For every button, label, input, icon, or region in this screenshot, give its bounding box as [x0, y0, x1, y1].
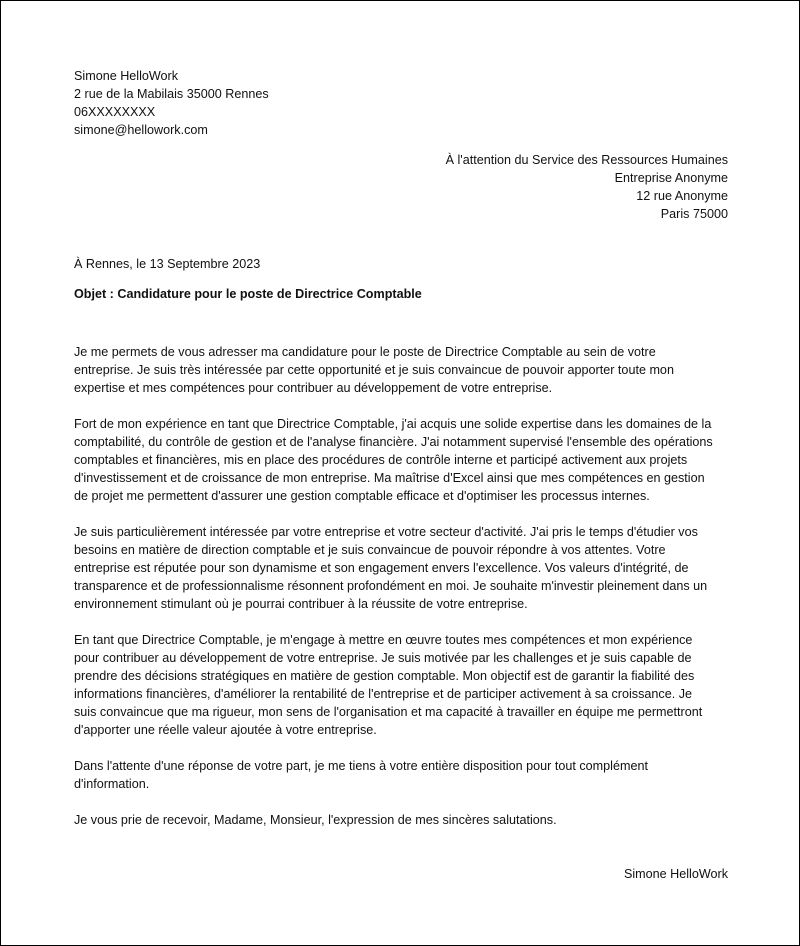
paragraph-line: d'apporter une réelle valeur ajoutée à votre entreprise. — [74, 723, 377, 737]
paragraph-line: de projet me permettent d'assurer une gestion comptable efficace et d'optimiser les processus internes. — [74, 489, 650, 503]
paragraph-line: informations financières, d'améliorer la rentabilité de l'entreprise et de participer activement à sa croissance. Je — [74, 687, 693, 701]
paragraph-line: besoins en matière de direction comptable et je suis convaincue de pouvoir répondre à vos attentes. Votre — [74, 543, 666, 557]
recipient-company: Entreprise Anonyme — [614, 171, 728, 185]
paragraph-line: transparence et de professionnalisme résonnent profondément en moi. Je souhaite m'investir pleinement dans un — [74, 579, 708, 593]
paragraph-5 — [74, 757, 734, 793]
subject-line: Objet : Candidature pour le poste de Directrice Comptable — [74, 287, 422, 301]
paragraph-line: En tant que Directrice Comptable, je m'engage à mettre en œuvre toutes mes compétences et mon expérience — [74, 633, 693, 647]
sender-address: 2 rue de la Mabilais 35000 Rennes — [74, 87, 269, 101]
paragraph-line: Je me permets de vous adresser ma candidature pour le poste de Directrice Comptable au sein de votre — [74, 345, 656, 359]
paragraph-line: expertise et mes compétences pour contribuer au développement de votre entreprise. — [74, 381, 553, 395]
paragraph-6 — [74, 811, 734, 829]
paragraph-line: entreprise. Je suis très intéressée par cette opportunité et je suis convaincue de pouvoir apporter toute mon — [74, 363, 674, 377]
paragraph-line: comptabilité, du contrôle de gestion et de l'analyse financière. J'ai notamment supervisé l'ensemble des opérations — [74, 435, 713, 449]
paragraph-3 — [74, 523, 734, 613]
paragraph-line: entreprise est réputée pour son dynamisme et son engagement envers l'excellence. Vos valeurs d'intégrité, de — [74, 561, 689, 575]
signature: Simone HelloWork — [623, 867, 728, 881]
paragraph-line: suis convaincue que ma rigueur, mon sens de l'organisation et ma capacité à travailler en équipe me permettront — [74, 705, 703, 719]
sender-phone: 06XXXXXXXX — [74, 105, 156, 119]
sender-block — [74, 67, 269, 139]
paragraph-line: comptables et financières, mis en place des procédures de contrôle interne et participé activement aux projets — [74, 453, 688, 467]
recipient-attention: À l'attention du Service des Ressources Humaines — [445, 153, 728, 167]
recipient-block — [446, 151, 728, 223]
paragraph-4 — [74, 631, 734, 739]
paragraph-line: Fort de mon expérience en tant que Directrice Comptable, j'ai acquis une solide expertise dans les domaines de la — [74, 417, 712, 431]
paragraph-1 — [74, 343, 734, 397]
sender-name: Simone HelloWork — [74, 69, 179, 83]
paragraph-line: pour contribuer au développement de votre entreprise. Je suis motivée par les challenges et je suis capable de — [74, 651, 692, 665]
paragraph-line: environnement stimulant où je pourrai contribuer à la réussite de votre entreprise. — [74, 597, 528, 611]
date-line: À Rennes, le 13 Septembre 2023 — [74, 257, 261, 271]
paragraph-2 — [74, 415, 734, 505]
recipient-city: Paris 75000 — [660, 207, 728, 221]
sender-email: simone@hellowork.com — [74, 123, 208, 137]
recipient-street: 12 rue Anonyme — [636, 189, 728, 203]
paragraph-line: prendre des décisions stratégiques en matière de gestion comptable. Mon objectif est de garantir la fiabilité des — [74, 669, 695, 683]
paragraph-line: d'information. — [74, 777, 150, 791]
paragraph-line: Dans l'attente d'une réponse de votre part, je me tiens à votre entière disposition pour tout complément — [74, 759, 648, 773]
paragraph-line: Je vous prie de recevoir, Madame, Monsieur, l'expression de mes sincères salutations. — [74, 813, 557, 827]
paragraph-line: Je suis particulièrement intéressée par votre entreprise et votre secteur d'activité. J'ai pris le temps d'étudier vos — [74, 525, 698, 539]
paragraph-line: d'investissement et de croissance de mon entreprise. Ma maîtrise d'Excel ainsi que mes compétences en gestion — [74, 471, 705, 485]
